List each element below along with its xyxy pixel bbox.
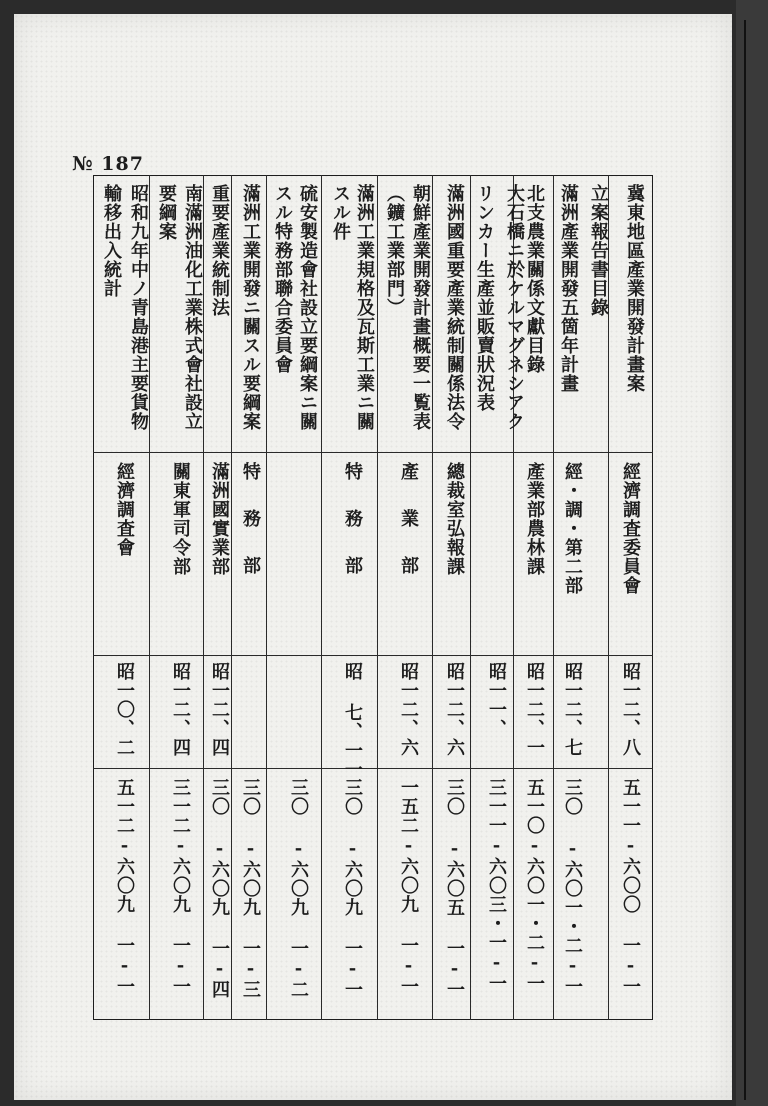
entry-org: 滿洲國實業部: [209, 462, 230, 576]
entry-code: 三〇 -六〇九 一-四: [209, 778, 230, 999]
entry-org: 經濟調査委員會: [620, 462, 641, 595]
entry-date: 昭一二、四: [170, 662, 191, 757]
entry-code: 三〇 -六〇一・二-一: [562, 778, 583, 996]
entry-title-cont: （鑛工業部門）: [384, 184, 405, 317]
entry-date: 昭 七、一一: [342, 662, 363, 779]
entry-code: 三〇 -六〇五 一-一: [444, 778, 465, 999]
entry-code: 三一一-六〇三・一-一: [486, 778, 507, 993]
entry-title-cont: リンカー生產並販賣狀況表: [474, 184, 495, 412]
entry-date: 昭一一、: [486, 662, 507, 738]
row-divider: [321, 175, 322, 1020]
entry-title: 冀東地區產業開發計畫案: [624, 184, 645, 393]
book-spine: [736, 0, 768, 1106]
entry-title: 南滿洲油化工業株式會社設立: [182, 184, 203, 431]
spine-edge: [744, 20, 746, 1100]
entry-org: 特 務 部: [342, 462, 363, 578]
entry-title-cont: 立案報告書目錄: [588, 184, 609, 317]
entry-org: 產 業 部: [398, 462, 419, 578]
entry-title: 滿洲產業開發五箇年計畫: [558, 184, 579, 393]
entry-title: 重要產業統制法: [209, 184, 230, 317]
entry-code: 五一一-六〇〇 一-一: [620, 778, 641, 996]
entry-title: 滿洲國重要產業統制關係法令: [444, 184, 465, 431]
entry-code: 三一二-六〇九 一-一: [170, 778, 191, 996]
entry-title: 滿洲工業開發ニ關スル要綱案: [240, 184, 261, 431]
entry-title-cont: 輸移出入統計: [101, 184, 122, 298]
entry-date: 昭一二、六: [444, 662, 465, 757]
entry-date: 昭一二、四: [209, 662, 230, 757]
entry-code: 五一二-六〇九 一-一: [114, 778, 135, 996]
row-divider: [266, 175, 267, 1020]
entry-date: 昭一二、七: [562, 662, 583, 757]
entry-date: 昭一二、八: [620, 662, 641, 757]
entry-title: 滿洲工業規格及瓦斯工業ニ關: [354, 184, 375, 431]
entry-org: 總裁室弘報課: [444, 462, 465, 576]
entry-code: 五一〇-六〇一・二-一: [524, 778, 545, 993]
entry-org: 關東軍司令部: [170, 462, 191, 576]
divider-title-org: [93, 452, 653, 453]
divider-date-code: [93, 768, 653, 769]
page-number: № 187: [72, 153, 144, 175]
entry-title: 朝鮮產業開發計畫概要一覧表: [410, 184, 431, 431]
entry-title-cont: スル特務部聯合委員會: [272, 184, 293, 374]
entry-code: 三〇 -六〇九 一-二: [288, 778, 309, 999]
entry-date: 昭一二、六: [398, 662, 419, 757]
entry-org: 特 務 部: [240, 462, 261, 578]
entry-org: 經濟調査會: [114, 462, 135, 557]
entry-title-cont: スル件: [330, 184, 351, 241]
entry-org: 產業部農林課: [524, 462, 545, 576]
entry-title-cont: 要綱案: [156, 184, 177, 241]
entry-title: 昭和九年中ノ青島港主要貨物: [128, 184, 149, 431]
entry-date: 昭一二、一: [524, 662, 545, 757]
divider-org-date: [93, 655, 653, 656]
entry-date: 昭一〇、二: [114, 662, 135, 757]
entry-code: 一五二-六〇九 一-一: [398, 778, 419, 996]
entry-title: 硫安製造會社設立要綱案ニ關: [297, 184, 318, 431]
entry-title: 大石橋ニ於ケルマグネシアク: [504, 184, 525, 431]
entry-title: 北支農業關係文獻目錄: [524, 184, 545, 374]
entry-code: 三〇 -六〇九 一-一: [342, 778, 363, 999]
entry-org: 經・調・第二部: [562, 462, 583, 595]
entry-code: 三〇 -六〇九 一-三: [240, 778, 261, 999]
